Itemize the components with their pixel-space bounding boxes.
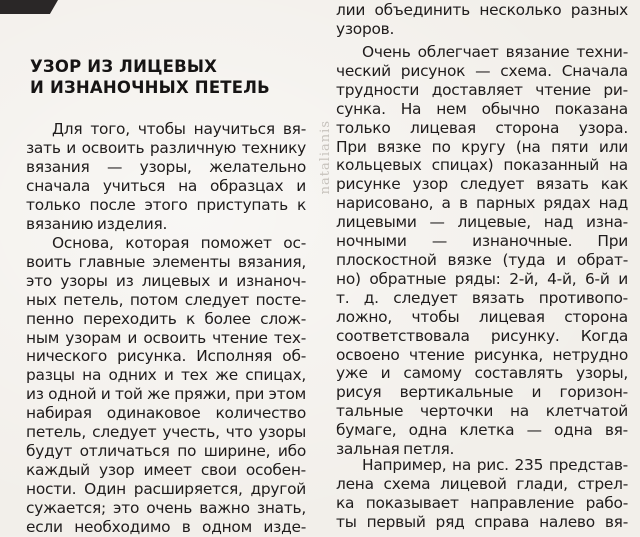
text-line: ности. Один расширяется, другой — [26, 479, 306, 498]
text-line: ка показывает направление рабо- — [336, 493, 628, 512]
text-line: Для того, чтобы научиться вя- — [52, 120, 306, 138]
text-line: пенно переходить к более слож- — [26, 309, 306, 328]
text-line: лена схема лицевой глади, стрел- — [336, 474, 628, 493]
paragraph-intro — [26, 120, 306, 233]
text-line: узоров. — [336, 19, 395, 38]
text-line: ложно, чтобы лицевая сторона — [336, 307, 628, 326]
text-line: будут отличаться по ширине, ибо — [26, 441, 306, 460]
text-line: плоскостной вязке (туда и обрат- — [336, 250, 628, 269]
text-line: сужается; это очень важно знать, — [26, 498, 306, 517]
heading-line-1: УЗОР ИЗ ЛИЦЕВЫХ — [30, 57, 218, 76]
text-line: это узоры из лицевых и изнаноч- — [26, 271, 306, 290]
heading-line-2: И ИЗНАНОЧНЫХ ПЕТЕЛЬ — [30, 78, 270, 97]
text-line: рисуя вертикальные и горизон- — [336, 383, 628, 402]
text-line: уже и самому составлять узоры, — [336, 364, 628, 383]
text-line: Основа, которая поможет ос- — [52, 234, 306, 252]
text-line: но) обратные ряды: 2-й, 4-й, 6-й и — [336, 269, 628, 288]
text-line: нического рисунка. Исполняя об- — [26, 347, 306, 366]
text-line: ным узорам и освоить чтение тех- — [26, 328, 306, 347]
watermark-text: natalianis — [318, 120, 333, 195]
paragraph-continuation — [336, 1, 628, 39]
text-line: зальная петля. — [336, 440, 455, 459]
text-line: бумаге, одна клетка — одна вя- — [336, 421, 628, 440]
text-line: ных петель, потом следует посте- — [26, 290, 306, 309]
text-line: трудности доставляет чтение ри- — [336, 80, 628, 99]
text-line: вязания — узоры, желательно — [26, 157, 306, 176]
text-line: тальные черточки на клетчатой — [336, 402, 628, 421]
text-line: ты первый ряд справа налево вя- — [336, 512, 628, 531]
text-line: ческий рисунок — схема. Сначала — [336, 61, 628, 80]
text-line: рисунке узор следует вязать как — [336, 175, 628, 194]
text-line: соответствовала рисунку. Когда — [336, 326, 628, 345]
text-line: Например, на рис. 235 представ- — [362, 456, 628, 474]
text-line: петель, следует учесть, что узоры — [26, 423, 306, 442]
paragraph-scheme — [336, 43, 628, 459]
text-line: лицевыми — лицевые, над изна- — [336, 213, 628, 232]
text-line: ночными — изнаночные. При — [336, 232, 628, 251]
text-line: нарисовано, а в парных рядах над — [336, 194, 628, 213]
text-line: сначала учиться на образцах и — [26, 176, 306, 195]
text-line: из одной и той же пряжи, при этом — [26, 385, 306, 404]
text-line: т. д. следует вязать противопо- — [336, 288, 628, 307]
section-heading — [30, 56, 270, 98]
text-line: лии объединить несколько разных — [336, 1, 628, 19]
text-line: При вязке по кругу (на пяти или — [336, 137, 628, 156]
paragraph-example — [336, 456, 628, 532]
text-line: разцы на одних и тех же спицах, — [26, 366, 306, 385]
watermark — [318, 120, 334, 250]
text-line: кольцевых спицах) показанный на — [336, 156, 628, 175]
text-line: каждый узор имеет свои особен- — [26, 460, 306, 479]
text-line: только лицевая сторона узора. — [336, 118, 628, 137]
text-line: зать и освоить различную технику — [26, 138, 306, 157]
page-corner-mark — [0, 0, 58, 14]
text-line: если необходимо в одном изде- — [26, 517, 306, 536]
text-line: вязанию изделия. — [26, 214, 168, 233]
text-line: Очень облегчает вязание техни- — [362, 43, 628, 61]
text-line: сунка. На нем обычно показана — [336, 99, 628, 118]
paragraph-basics — [26, 234, 306, 537]
text-line: воить главные элементы вязания, — [26, 252, 306, 271]
text-line: набирая одинаковое количество — [26, 404, 306, 423]
text-line: освоено чтение рисунка, нетрудно — [336, 345, 628, 364]
text-line: только после этого приступать к — [26, 195, 306, 214]
